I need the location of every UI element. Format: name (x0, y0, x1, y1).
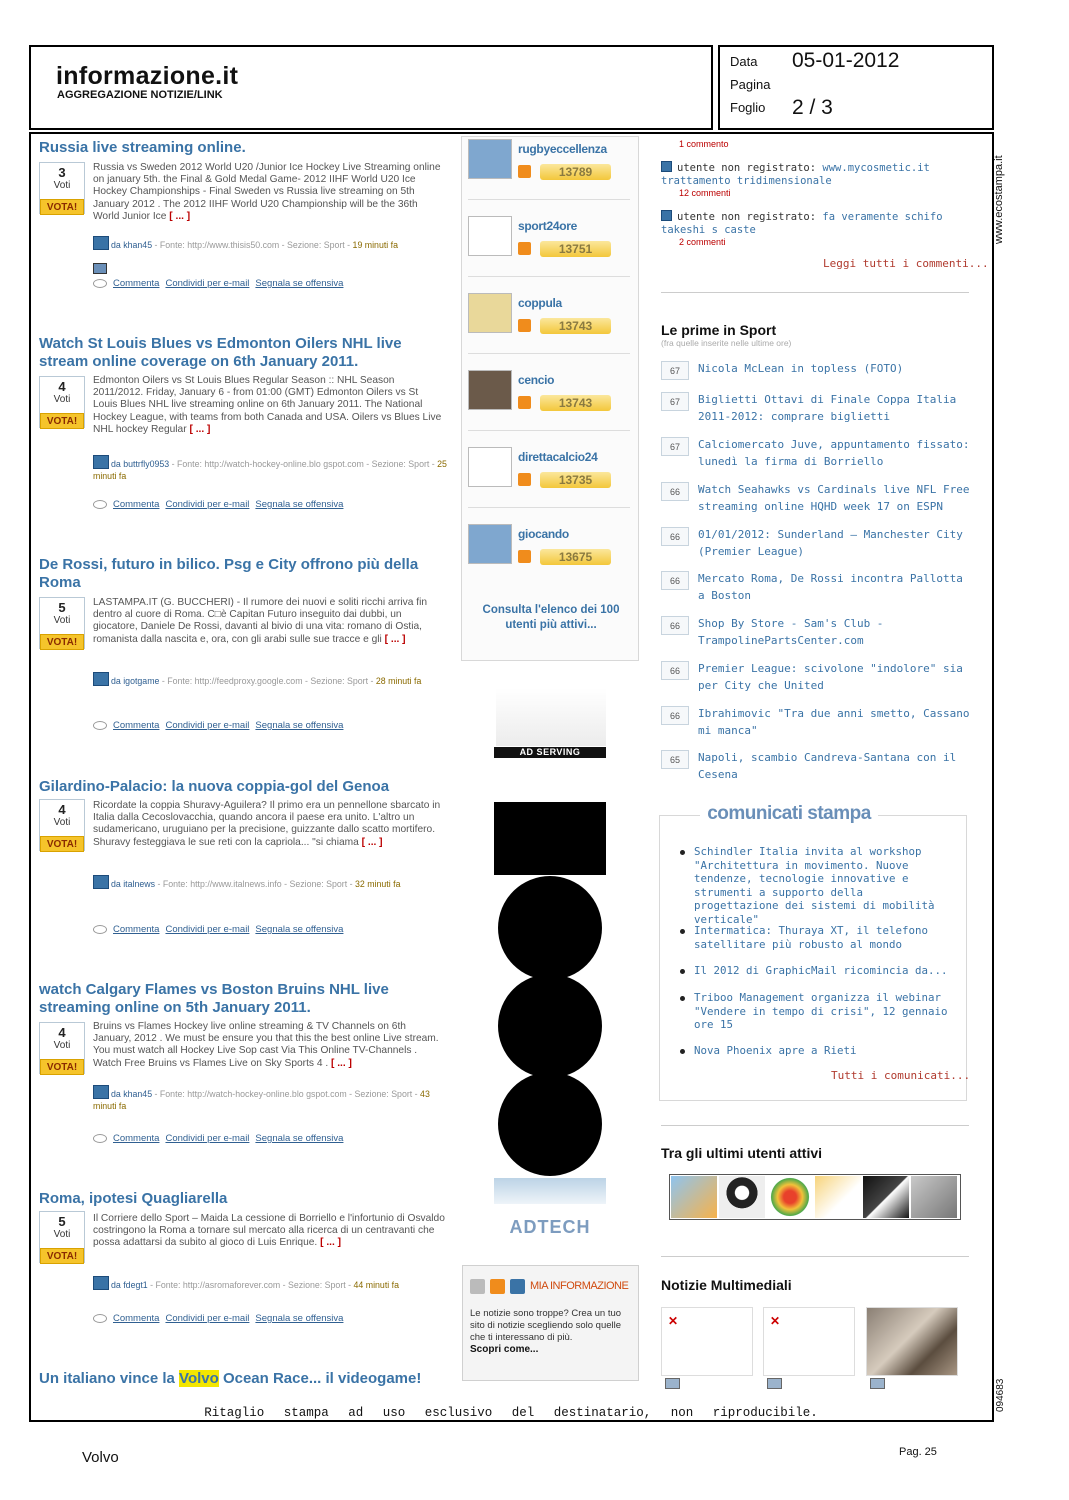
vote-button[interactable]: VOTA! (40, 1248, 84, 1264)
user-name[interactable]: sport24ore (518, 219, 578, 233)
article-title[interactable]: Watch St Louis Blues vs Edmonton Oilers NHL live stream online coverage on 6th January 2011. (39, 335, 402, 370)
last-users-title: Tra gli ultimi utenti attivi (661, 1145, 823, 1161)
page-label: Pagina (730, 77, 771, 92)
rank-badge: 66 (661, 661, 689, 680)
article-body (93, 375, 445, 436)
comment-count[interactable]: 2 commenti (679, 237, 726, 247)
ad-circle[interactable] (498, 974, 602, 1078)
article-source: - Fonte: http://www.italnews.info - Sezione: Sport - (155, 879, 355, 889)
article-text: Edmonton Oilers vs St Louis Blues Regular Season :: NHL Season 2011/2012. Friday, January 6 - from 01:00 (GMT) Edmonton Oilers vs St Louis Blues NHL live streaming online on 6th January 2011. The National Hockey League, with teams from both Canada and USA. Oilers vs Blues Live NHL hockey Regular (93, 375, 442, 435)
vote-count: 4 (58, 802, 66, 817)
divider (468, 199, 630, 200)
comment-bubble-icon (93, 279, 107, 288)
vote-count: 4 (58, 379, 66, 394)
ad-band[interactable]: AD SERVING (494, 747, 606, 758)
rank-badge: 67 (661, 361, 689, 380)
rank-badge: 66 (661, 482, 689, 501)
article-title[interactable]: Russia live streaming online. (39, 139, 246, 156)
top-sport-link[interactable]: Shop By Store - Sam's Club - TrampolinePartsCenter.com (698, 617, 884, 647)
article-actions (93, 499, 349, 510)
vote-button[interactable]: VOTA! (40, 1059, 84, 1075)
read-more-link[interactable]: [ ... ] (331, 1057, 352, 1069)
sheet-value: 2 / 3 (792, 96, 833, 119)
divider (468, 353, 630, 354)
comment-link[interactable]: Commenta (113, 924, 160, 935)
article-body (93, 597, 445, 646)
article-text: Russia vs Sweden 2012 World U20 /Junior Ice Hockey Live Streaming online on january 5th. the Final & Gold Medal Game- 2012 IIHF World U20 Ice Hockey Championships - Final Sweden vs Russia live streaming on 5th January 2012 . The 2012 IIHF World U20 Championship will be the 36th World Junior Ice (93, 162, 441, 222)
user-icon (661, 210, 672, 221)
user-avatar[interactable] (671, 1176, 717, 1218)
top-sport-link[interactable]: Premier League: scivolone "indolore" sia per City che United (698, 662, 963, 692)
press-item[interactable]: Il 2012 di GraphicMail ricomincia da... (680, 964, 952, 978)
comment-bubble-icon (93, 500, 107, 509)
disclaimer: Ritaglio stampa ad uso esclusivo del destinatario, non riproducibile. (204, 1406, 818, 1420)
mia-text: Le notizie sono troppe? Crea un tuo sito di notizie scegliendo solo quelle che ti interessano di più. (470, 1308, 622, 1343)
date-value: 05-01-2012 (792, 49, 900, 72)
article-title[interactable]: Roma, ipotesi Quagliarella (39, 1190, 228, 1207)
user-name[interactable]: coppula (518, 296, 562, 310)
article-time: 28 minuti fa (375, 676, 422, 686)
article-title[interactable]: watch Calgary Flames vs Boston Bruins NHL live streaming online on 5th January 2011. (39, 981, 389, 1016)
mia-title[interactable]: MIA INFORMAZIONE (530, 1280, 629, 1292)
rank-badge: 66 (661, 571, 689, 590)
divider (468, 276, 630, 277)
user-avatar[interactable] (468, 293, 512, 333)
monitor-icon (93, 263, 107, 274)
ad-circle[interactable] (498, 876, 602, 980)
user-icon (93, 236, 109, 250)
user-avatar[interactable] (468, 370, 512, 410)
vote-box (39, 376, 85, 428)
vote-box (39, 597, 85, 649)
vote-count: 5 (58, 1214, 66, 1229)
article-actions (93, 1133, 349, 1144)
top-sport-subtitle: (fra quelle inserite nelle ultime ore) (661, 338, 792, 348)
author-link[interactable]: da khan45 (111, 240, 153, 250)
share-email-link[interactable]: Condividi per e-mail (165, 499, 250, 510)
article-meta (93, 1085, 448, 1112)
comment-count[interactable]: 12 commenti (679, 188, 731, 198)
mia-cta[interactable]: Scopri come... (470, 1344, 539, 1355)
author-link[interactable]: da igotgame (111, 676, 160, 686)
press-item[interactable]: Triboo Management organizza il webinar "Vendere in tempo di crisi", 12 gennaio ore 15 (680, 991, 952, 1032)
top-sport-link[interactable]: Watch Seahawks vs Cardinals live NFL Free streaming online HQHD week 17 on ESPN (698, 483, 970, 513)
highlighted-keyword: Volvo (179, 1370, 219, 1387)
article-title-part: Un italiano vince la (39, 1370, 180, 1387)
article-text: Ricordate la coppia Shuravy-Aguilera? Il primo era un pennellone sbarcato in Italia dalla Cecoslovacchia, quando ancora il paese era unito. L'altro un sudamericano, uruguiano per la precisione, guizzante dallo scatto mortifero. Shuravy festeggiava le sue reti con la capriola... "si chiama (93, 800, 441, 848)
article-body (93, 1213, 445, 1250)
user-score: 13789 (540, 164, 611, 180)
ad-strip (494, 1178, 606, 1204)
user-avatar[interactable] (468, 524, 512, 564)
multimedia-title: Notizie Multimediali (661, 1277, 792, 1293)
rss-icon[interactable] (518, 319, 531, 332)
comment-link[interactable]: fa veramente schifo takeshi s caste (661, 211, 943, 236)
article-text: Bruins vs Flames Hockey live online streaming & TV Channels on 6th January, 2012 . We must be ensure you that this the best online Live stream. You must watch all Hockey Live Sop cast Via This Online TV-Channels . Watch Free Bruins vs Flames Live on Sky Sports 4 . (93, 1021, 439, 1069)
article-time: 32 minuti fa (355, 879, 401, 889)
vote-button[interactable]: VOTA! (40, 413, 84, 429)
side-url: www.ecostampa.it (993, 155, 1005, 245)
comment-user: utente non registrato: (677, 162, 817, 174)
user-avatar[interactable] (815, 1176, 861, 1218)
user-name[interactable]: giocando (518, 527, 569, 541)
ad-top (496, 688, 606, 746)
divider (468, 430, 630, 431)
comment-count[interactable]: 1 commento (679, 139, 729, 149)
user-name[interactable]: cencio (518, 373, 555, 387)
report-link[interactable]: Segnala se offensiva (255, 720, 344, 731)
top-sport-link[interactable]: Nicola McLean in topless (FOTO) (698, 362, 904, 375)
rss-icon[interactable] (490, 1279, 505, 1294)
user-avatar[interactable] (468, 216, 512, 256)
article-source: - Fonte: http://watch-hockey-online.blo gspot.com - Sezione: Sport - (169, 459, 438, 469)
footer-keyword: Volvo (82, 1449, 119, 1466)
article-actions (93, 720, 349, 731)
article-meta (93, 875, 448, 890)
user-avatar[interactable] (767, 1176, 813, 1218)
comment-link[interactable]: Commenta (113, 278, 160, 289)
divider (661, 1256, 969, 1257)
user-score: 13675 (540, 549, 611, 565)
user-avatar[interactable] (719, 1176, 765, 1218)
broken-image-icon: ✕ (770, 1314, 781, 1328)
site-tagline: AGGREGAZIONE NOTIZIE/LINK (57, 89, 223, 101)
vote-button[interactable]: VOTA! (40, 634, 84, 650)
rank-badge: 66 (661, 706, 689, 725)
user-name[interactable]: direttacalcio24 (518, 450, 598, 464)
comment-link[interactable]: Commenta (113, 499, 160, 510)
author-link[interactable]: da buttrfly0953 (111, 459, 170, 469)
rank-badge: 65 (661, 750, 689, 769)
vote-box (39, 1211, 85, 1263)
article-body (93, 162, 445, 223)
footer-page: Pag. 25 (899, 1446, 937, 1458)
comment-link[interactable]: www.mycosmetic.it trattamento tridimensionale (661, 162, 930, 187)
date-label: Data (730, 54, 758, 69)
article-text: LASTAMPA.IT (G. BUCCHERI) - Il rumore dei nuovi e soliti ricchi arriva fin dentro al cuore di Roma. C□è Capitan Futuro inseguito dai dubbi, un giocatore, Daniele De Rossi, davanti al bivio di una vita: romano di Ostia, romanista dalla nascita e, ora, con gli arabi sulle sue tracce e gli (93, 597, 428, 645)
article-time: 44 minuti fa (353, 1280, 400, 1290)
read-more-link[interactable]: [ ... ] (361, 836, 383, 848)
comment-bubble-icon (93, 721, 107, 730)
read-all-comments-link[interactable]: Leggi tutti i commenti... (823, 257, 989, 270)
divider (661, 1125, 969, 1126)
top-sport-link[interactable]: 01/01/2012: Sunderland – Manchester City (Premier League) (698, 528, 963, 558)
article-meta (93, 455, 448, 482)
rss-icon[interactable] (518, 396, 531, 409)
top-sport-link[interactable]: Biglietti Ottavi di Finale Coppa Italia 2011-2012: comprare biglietti (698, 393, 957, 423)
article-source: - Fonte: http://asromaforever.com - Sezione: Sport - (147, 1280, 354, 1290)
read-more-link[interactable]: [ ... ] (384, 633, 406, 645)
camera-icon (665, 1378, 680, 1389)
vote-label: Voti (53, 817, 71, 828)
user-score: 13743 (540, 318, 611, 334)
share-email-link[interactable]: Condividi per e-mail (165, 924, 250, 935)
comment-item (661, 210, 961, 237)
ad-logo[interactable]: ADTECH (509, 1217, 591, 1237)
vote-button[interactable]: VOTA! (40, 199, 84, 215)
divider (661, 292, 969, 293)
camera-icon (870, 1378, 885, 1389)
article-meta (93, 672, 448, 687)
comment-bubble-icon (93, 1134, 107, 1143)
article-body (93, 1021, 445, 1070)
report-link[interactable]: Segnala se offensiva (255, 1133, 344, 1144)
user-avatar[interactable] (863, 1176, 909, 1218)
press-title: comunicati stampa (700, 803, 878, 825)
rss-icon[interactable] (518, 550, 531, 563)
comment-item (661, 161, 961, 188)
report-link[interactable]: Segnala se offensiva (255, 278, 344, 289)
sheet-label: Foglio (730, 100, 766, 115)
report-link[interactable]: Segnala se offensiva (255, 1313, 344, 1324)
vote-label: Voti (53, 180, 71, 191)
comment-bubble-icon (93, 1314, 107, 1323)
share-email-link[interactable]: Condividi per e-mail (165, 720, 250, 731)
vote-button[interactable]: VOTA! (40, 836, 84, 852)
report-link[interactable]: Segnala se offensiva (255, 924, 344, 935)
article-source: - Fonte: http://watch-hockey-online.blo gspot.com - Sezione: Sport - (152, 1089, 421, 1099)
user-avatar[interactable] (468, 139, 512, 179)
user-icon (93, 1085, 109, 1099)
article-text: Il Corriere dello Sport – Maida La cessione di Borriello e l'infortunio di Osvaldo costringono la Roma a tornare sul mercato alla ricerca di un centravanti che possa adattarsi da subito al gioco di Luis Enrique. (93, 1213, 445, 1249)
author-link[interactable]: da italnews (111, 879, 156, 889)
top-sport-link[interactable]: Ibrahimovic "Tra due anni smetto, Cassano mi manca" (698, 707, 970, 737)
ad-circle[interactable] (498, 1072, 602, 1176)
report-link[interactable]: Segnala se offensiva (255, 499, 344, 510)
article-title[interactable]: De Rossi, futuro in bilico. Psg e City offrono più della Roma (39, 556, 419, 591)
press-item[interactable]: Nova Phoenix apre a Rieti (680, 1044, 952, 1058)
user-score: 13743 (540, 395, 611, 411)
rss-icon[interactable] (518, 242, 531, 255)
read-more-link[interactable]: [ ... ] (169, 210, 191, 222)
rss-icon[interactable] (518, 473, 531, 486)
camera-icon (767, 1378, 782, 1389)
share-email-link[interactable]: Condividi per e-mail (165, 278, 250, 289)
article-actions (93, 278, 349, 289)
vote-box (39, 799, 85, 851)
author-link[interactable]: da khan45 (111, 1089, 153, 1099)
user-avatar[interactable] (911, 1176, 957, 1218)
rss-icon[interactable] (470, 1279, 485, 1294)
top-sport-link[interactable]: Mercato Roma, De Rossi incontra Pallotta a Boston (698, 572, 963, 602)
article-body (93, 800, 445, 849)
author-link[interactable]: da fdegt1 (111, 1280, 148, 1290)
rank-badge: 67 (661, 392, 689, 411)
vote-box (39, 162, 85, 214)
vote-label: Voti (53, 615, 71, 626)
top-sport-link[interactable]: Napoli, scambio Candreva-Santana con il Cesena (698, 751, 957, 781)
comment-link[interactable]: Commenta (113, 720, 160, 731)
top-sport-link[interactable]: Calciomercato Juve, appuntamento fissato: lunedì la firma di Borriello (698, 438, 970, 468)
rank-badge: 66 (661, 616, 689, 635)
read-more-link[interactable]: [ ... ] (320, 1237, 342, 1249)
user-score: 13751 (540, 241, 611, 257)
top-users-link[interactable]: Consulta l'elenco dei 100 utenti più attivi... (482, 604, 620, 631)
press-item[interactable]: Schindler Italia invita al workshop "Architettura in movimento. Nuove tendenze, tecnologie innovative e strumenti a supporto della progettazione dei sistemi di mobilità verticale" (680, 845, 952, 926)
vote-count: 4 (58, 1025, 66, 1040)
share-email-link[interactable]: Condividi per e-mail (165, 1133, 250, 1144)
comment-link[interactable]: Commenta (113, 1313, 160, 1324)
user-name[interactable]: rugbyeccellenza (518, 142, 607, 156)
vote-box (39, 1022, 85, 1074)
user-score: 13735 (540, 472, 611, 488)
rank-badge: 67 (661, 437, 689, 456)
vote-label: Voti (53, 1229, 71, 1240)
vote-count: 3 (58, 165, 66, 180)
user-icon (93, 875, 109, 889)
ad-block[interactable] (494, 802, 606, 875)
comment-user: utente non registrato: (677, 211, 817, 223)
user-icon (93, 455, 109, 469)
article-meta (93, 1276, 448, 1291)
press-item[interactable]: Intermatica: Thuraya XT, il telefono satellitare più robusto al mondo (680, 924, 952, 951)
top-sport-title: Le prime in Sport (661, 322, 777, 338)
article-title[interactable]: Gilardino-Palacio: la nuova coppia-gol del Genoa (39, 778, 390, 795)
side-code: 094683 (995, 1378, 1006, 1412)
multimedia-thumb[interactable] (866, 1307, 958, 1376)
rank-badge: 66 (661, 527, 689, 546)
comment-link[interactable]: Commenta (113, 1133, 160, 1144)
user-avatar[interactable] (468, 447, 512, 487)
site-logo: informazione.it (56, 62, 239, 90)
article-time: 19 minuti fa (352, 240, 399, 250)
article-title-last[interactable] (39, 1370, 444, 1388)
user-icon (93, 1276, 109, 1290)
article-source: - Fonte: http://feedproxy.google.com - Sezione: Sport - (159, 676, 376, 686)
article-actions (93, 924, 349, 935)
divider (468, 507, 630, 508)
all-press-link[interactable]: Tutti i comunicati... (831, 1069, 971, 1082)
vote-label: Voti (53, 394, 71, 405)
user-icon (93, 672, 109, 686)
rss-icon[interactable] (518, 165, 531, 178)
article-actions (93, 1313, 349, 1324)
rss-icon[interactable] (510, 1279, 525, 1294)
article-title-part: Ocean Race... il videogame! (218, 1370, 422, 1387)
vote-label: Voti (53, 1040, 71, 1051)
comment-bubble-icon (93, 925, 107, 934)
article-time: 43 minuti fa (93, 1089, 430, 1111)
user-icon (661, 161, 672, 172)
vote-count: 5 (58, 600, 66, 615)
read-more-link[interactable]: [ ... ] (189, 423, 211, 435)
article-meta (93, 236, 448, 251)
article-time: 25 minuti fa (93, 459, 447, 481)
broken-image-icon: ✕ (668, 1314, 679, 1328)
share-email-link[interactable]: Condividi per e-mail (165, 1313, 250, 1324)
article-source: - Fonte: http://www.thisis50.com - Sezione: Sport - (152, 240, 353, 250)
